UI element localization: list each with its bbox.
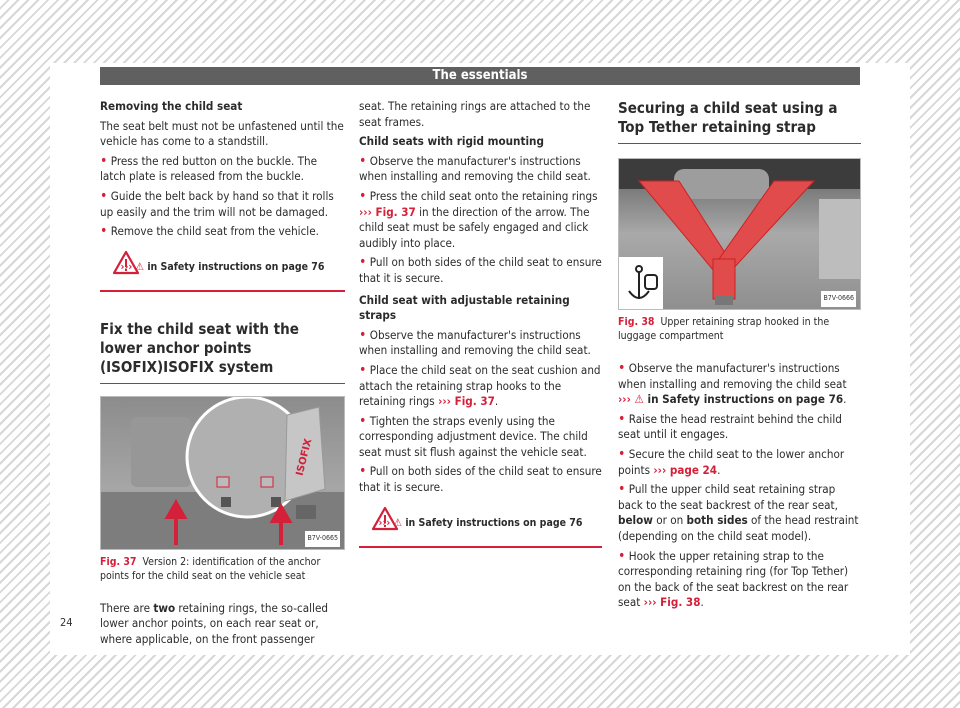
list-item: • Secure the child seat to the lower anchor points ››› page 24. — [618, 445, 845, 477]
figure-38-caption: Fig. 38 Upper retaining strap hooked in the luggage compartment — [618, 316, 830, 342]
figure-37-image — [100, 396, 345, 550]
list-item: • Place the child seat on the seat cushion and attach the retaining strap hooks to the retaining rings ››› Fig. 37. — [359, 361, 601, 409]
bullet-icon: • — [100, 223, 108, 240]
figure-code: B7V-0665 — [305, 531, 340, 547]
bullet-icon: • — [100, 152, 108, 169]
fig38-link[interactable]: ››› Fig. 38 — [643, 595, 701, 610]
list-item: • Observe the manufacturer's instructions when installing and removing the child seat. — [359, 152, 591, 184]
column-3 — [618, 99, 861, 615]
bullet-icon: • — [618, 481, 626, 498]
list-item: • Pull on both sides of the child seat to ensure that it is secure. — [359, 254, 602, 285]
adjustable-straps-heading: Child seat with adjustable retaining straps — [359, 292, 570, 323]
page-header: The essentials — [100, 67, 860, 85]
column-1 — [100, 99, 345, 652]
warning-box — [359, 504, 602, 548]
removing-intro: The seat belt must not be unfastened until the vehicle has come to a standstill. — [100, 118, 344, 149]
isofix-label: ISOFIX — [294, 437, 315, 477]
warning-box — [100, 248, 345, 292]
rigid-mounting-heading: Child seats with rigid mounting — [359, 134, 544, 149]
list-item: • Raise the head restraint behind the child seat until it engages. — [618, 410, 842, 442]
bullet-icon: • — [618, 547, 626, 564]
warning-link[interactable]: ››› ⚠ in Safety instructions on page 76 — [120, 260, 325, 273]
list-item: • Press the child seat onto the retaining rings ››› Fig. 37 in the direction of the arrow. The child seat must be safely engaged and click audibly into place. — [359, 187, 598, 250]
list-item: • Guide the belt back by hand so that it rolls up easily and the trim will not be damaged. — [100, 187, 334, 219]
list-item: • Pull on both sides of the child seat to ensure that it is secure. — [359, 463, 602, 495]
list-item: • Remove the child seat from the vehicle. — [100, 223, 319, 240]
list-item: • Hook the upper retaining strap to the corresponding retaining ring (for Top Tether) on the back of the seat backrest on the rear seat ››› Fig. 38. — [618, 547, 849, 610]
bullet-icon: • — [618, 360, 626, 376]
warning-link[interactable]: ››› ⚠ in Safety instructions on page 76 — [378, 516, 583, 529]
bullet-icon: • — [359, 152, 367, 169]
continued-text: seat. The retaining rings are attached to the seat frames. — [359, 99, 591, 129]
fig37-link[interactable]: ››› Fig. 37 — [359, 204, 416, 219]
list-item: • Press the red button on the buckle. The latch plate is released from the buckle. — [100, 152, 318, 184]
list-item: • Tighten the straps evenly using the corresponding adjustment device. The child seat must sit flush against the vehicle seat. — [359, 412, 588, 459]
bullet-icon: • — [618, 410, 626, 427]
bullet-icon: • — [618, 445, 626, 462]
warning-link[interactable]: ››› ⚠ in Safety instructions on page 76 — [618, 392, 844, 407]
figure-code: B7V-0666 — [821, 291, 856, 307]
list-item: • Observe the manufacturer's instructions when installing and removing the child seat ››› ⚠ in Safety instructions on page 76. — [618, 360, 847, 407]
isofix-seat-illustration — [101, 397, 344, 549]
section-heading-top-tether: Securing a child seat using a Top Tether retaining strap — [618, 99, 861, 144]
section-heading-isofix: Fix the child seat with the lower anchor points (ISOFIX)ISOFIX system — [100, 320, 345, 384]
bullet-icon: • — [359, 187, 367, 204]
bullet-icon: • — [359, 463, 367, 480]
bullet-icon: • — [359, 254, 367, 271]
two-rings-paragraph: There are two retaining rings, the so-called lower anchor points, on each rear seat or, where applicable, on the front passenger — [100, 600, 328, 646]
figure-38-image — [618, 158, 861, 310]
bullet-icon: • — [359, 412, 367, 429]
bullet-icon: • — [359, 326, 367, 343]
page-24-link[interactable]: ››› page 24 — [653, 462, 718, 477]
fig37-link[interactable]: ››› Fig. 37 — [438, 394, 495, 409]
figure-37-caption: Fig. 37 Version 2: identification of the anchor points for the child seat on the vehicle seat — [100, 555, 321, 582]
top-tether-illustration — [619, 159, 860, 309]
page-number: 24 — [60, 616, 73, 629]
list-item: • Observe the manufacturer's instructions when installing and removing the child seat. — [359, 326, 591, 358]
list-item: • Pull the upper child seat retaining strap back to the seat backrest of the rear seat, below or on both sides of the head restraint (depending on the child seat model). — [618, 481, 859, 543]
bullet-icon: • — [100, 187, 108, 204]
removing-heading: Removing the child seat — [100, 99, 243, 113]
column-2 — [359, 99, 602, 548]
bullet-icon: • — [359, 361, 367, 378]
